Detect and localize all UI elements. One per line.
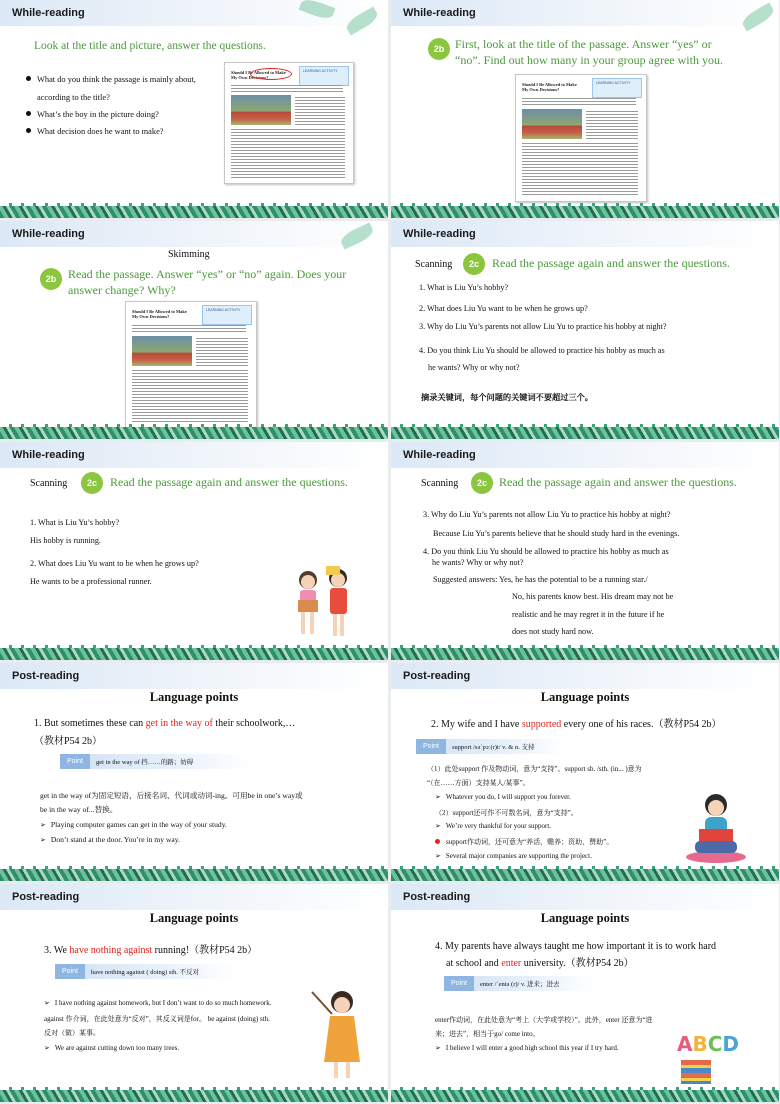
line-1: enter作动词，在此处意为“考上（大学或学校）”。此外，enter 还意为“进 (435, 1016, 653, 1024)
section-title: Post-reading (12, 670, 80, 682)
activity-badge: 2b (40, 268, 62, 290)
section-title: While-reading (12, 449, 85, 461)
slide-3 (0, 221, 388, 439)
passage-thumbnail: Should I Be Allowed to Make My Own Decisions? LEARNING ACTIVITY (515, 74, 647, 202)
example-2: ➢ Don’t stand at the door. You’re in my way. (40, 835, 180, 844)
slide-10 (391, 884, 779, 1102)
point-text: get in the way of 挡……的路；妨碍 (96, 759, 194, 766)
title-circle-mark (250, 68, 292, 80)
footer-band (0, 206, 388, 218)
slide-header (391, 221, 779, 247)
slide-header (0, 221, 388, 247)
point-text: enter /ˈentə (r)/ v. 进来；进去 (480, 981, 560, 988)
question-1: 1. What is Liu Yu’s hobby? (30, 518, 120, 527)
example-sentence: 1. But sometimes these can get in the way of their schoolwork,… (34, 718, 296, 729)
question-4: 4. Do you think Liu Yu should be allowed to practice his hobby as much as (419, 346, 665, 355)
slide-2 (391, 0, 779, 218)
line-5: ➢ We’re very thankful for your support. (435, 822, 552, 830)
passage-thumbnail: Should I Be Allowed to Make My Own Decisions? LEARNING ACTIVITY (125, 301, 257, 429)
point-box (55, 964, 235, 979)
activity-badge: 2c (471, 472, 493, 494)
books-stack (681, 1060, 711, 1084)
answer-3: Because Liu Yu’s parents believe that he should study hard in the evenings. (433, 529, 680, 538)
instruction-line-2: answer change? Why? (68, 283, 176, 297)
girls-illustration (286, 560, 366, 650)
line-2: 来；进去”，相当于go/ come into。 (435, 1030, 540, 1038)
section-title: Post-reading (403, 891, 471, 903)
language-points-title: Language points (540, 690, 630, 704)
line-4: （2）support还可作不可数名词，意为“支持”。 (435, 809, 578, 817)
keyword-tip: 摘录关键词，每个问题的关键词不要超过三个。 (421, 393, 593, 402)
instruction-line-1: Read the passage. Answer “yes” or “no” again. Does your (68, 267, 347, 281)
passage-title: Should I Be Allowed to Make My Own Decisions? (231, 70, 286, 80)
subtitle: Skimming (168, 249, 210, 260)
slide-1 (0, 0, 388, 218)
footer-band (391, 206, 779, 218)
point-tag: Point (55, 964, 85, 979)
language-points-title: Language points (149, 911, 239, 925)
explanation-line-2: be in the way of...替换。 (40, 805, 118, 814)
line-4: ➢ We are against cutting down too many trees. (44, 1044, 180, 1052)
scanning-label: Scanning (421, 478, 459, 489)
footer-band (0, 427, 388, 439)
slide-4 (391, 221, 779, 439)
question-1: What do you think the passage is mainly about, (26, 75, 196, 84)
slide-8 (391, 663, 779, 881)
explanation-line-1: get in the way of为固定短语，后接名词、代词或动词-ing。可用be in one’s way或 (40, 791, 303, 800)
scanning-label: Scanning (30, 478, 68, 489)
point-tag: Point (444, 976, 474, 991)
footer-band (391, 1090, 779, 1102)
teacher-illustration (310, 984, 370, 1084)
section-title: Post-reading (403, 670, 471, 682)
question-3: 3. Why do Liu Yu’s parents not allow Liu Yu to practice his hobby at night? (423, 510, 671, 519)
answer-1: His hobby is running. (30, 536, 101, 545)
instruction: Read the passage again and answer the questions. (492, 256, 730, 270)
instruction-line-2: “no”. Find out how many in your group agree with you. (455, 53, 723, 67)
line-3: ➢ Whatever you do, I will support you forever. (435, 793, 571, 801)
section-title: While-reading (12, 7, 85, 19)
question-4-cont: he wants? Why or why not? (428, 363, 520, 372)
line-7: ➢ Several major companies are supporting the project. (435, 852, 592, 860)
example-sentence: 3. We have nothing against running!（教材P54 2b） (44, 945, 258, 956)
slide-5 (0, 442, 388, 660)
footer-band (391, 427, 779, 439)
section-title: While-reading (403, 228, 476, 240)
line-2: against 作介词，在此处意为“反对”，其反义词是for。 be against (doing) sth. (44, 1015, 270, 1023)
slide-7 (0, 663, 388, 881)
question-3: 3. Why do Liu Yu’s parents not allow Liu Yu to practice his hobby at night? (419, 322, 667, 331)
question-1: 1. What is Liu Yu’s hobby? (419, 283, 509, 292)
answer-2: He wants to be a professional runner. (30, 577, 152, 586)
slide-header (391, 0, 779, 26)
section-title: While-reading (12, 228, 85, 240)
point-text: support /səˈpɔː(r)t/ v. & n. 支持 (452, 744, 535, 751)
point-text: have nothing against ( doing) sth. 不反对 (91, 969, 200, 976)
section-title: While-reading (403, 7, 476, 19)
instruction: Look at the title and picture, answer the questions. (34, 40, 266, 52)
line-3: ➢ I believe I will enter a good high school this year if I try hard. (435, 1044, 619, 1052)
slide-header (391, 884, 779, 910)
section-title: While-reading (403, 449, 476, 461)
slide-9 (0, 884, 388, 1102)
learning-note: LEARNING ACTIVITY (299, 66, 349, 86)
reading-girl-illustration (681, 791, 751, 865)
line-3: 反对（做）某事。 (44, 1029, 100, 1037)
instruction: Read the passage again and answer the questions. (110, 475, 348, 489)
example-1: ➢ Playing computer games can get in the way of your study. (40, 820, 227, 829)
slide-header (0, 884, 388, 910)
question-2: 2. What does Liu Yu want to be when he grows up? (419, 304, 588, 313)
instruction: Read the passage again and answer the questions. (499, 475, 737, 489)
point-box (444, 976, 594, 991)
passage-thumbnail (224, 62, 354, 184)
example-sentence: 2. My wife and I have supported every one of his races.（教材P54 2b） (431, 719, 722, 730)
slide-header (0, 442, 388, 468)
question-4: 4. Do you think Liu Yu should be allowed to practice his hobby as much as (423, 547, 669, 556)
line-1: （1）此处support 作及物动词，意为“支持”。support sb. /sth. (in... )意为 (427, 765, 642, 773)
point-box (60, 754, 250, 769)
slide-header (391, 663, 779, 689)
line-6: support作动词，还可意为“养活，赡养；资助，赞助”。 (435, 837, 613, 847)
example-sentence-line-2: at school and enter university.（教材P54 2b） (446, 958, 634, 969)
line-2: “（在……方面）支持某人/某事”。 (427, 779, 530, 787)
question-1-cont: according to the title? (37, 93, 110, 102)
footer-band (0, 648, 388, 660)
instruction-line-1: First, look at the title of the passage. Answer “yes” or (455, 37, 712, 51)
example-sentence-line-1: 4. My parents have always taught me how important it is to work hard (435, 941, 717, 952)
answer-4-line-2: No, his parents know best. His dream may not be (512, 592, 674, 601)
answer-4-line-4: does not study hard now. (512, 627, 594, 636)
footer-band (0, 1090, 388, 1102)
question-4-cont: he wants? Why or why not? (432, 558, 524, 567)
section-title: Post-reading (12, 891, 80, 903)
footer-band (391, 869, 779, 881)
line-1: ➢ I have nothing against homework, but I don’t want to do so much homework. (44, 999, 272, 1007)
question-2: What’s the boy in the picture doing? (26, 110, 159, 119)
passage-photo (231, 95, 291, 125)
footer-band (391, 648, 779, 660)
activity-badge: 2c (81, 472, 103, 494)
activity-badge: 2b (428, 38, 450, 60)
question-2: 2. What does Liu Yu want to be when he grows up? (30, 559, 199, 568)
point-tag: Point (416, 739, 446, 754)
answer-4-line-3: realistic and he may regret it in the future if he (512, 610, 665, 619)
language-points-title: Language points (149, 690, 239, 704)
abcd-decoration: ABCD (677, 1032, 740, 1056)
language-points-title: Language points (540, 911, 630, 925)
question-3: What decision does he want to make? (26, 127, 164, 136)
textbook-source: （教材P54 2b） (34, 736, 103, 747)
slide-6 (391, 442, 779, 660)
slide-header (0, 663, 388, 689)
activity-badge: 2c (463, 253, 485, 275)
slide-header (391, 442, 779, 468)
scanning-label: Scanning (415, 259, 453, 270)
point-box (416, 739, 566, 754)
point-tag: Point (60, 754, 90, 769)
answer-4-line-1: Suggested answers: Yes, he has the potential to be a running star./ (433, 575, 648, 584)
footer-band (0, 869, 388, 881)
